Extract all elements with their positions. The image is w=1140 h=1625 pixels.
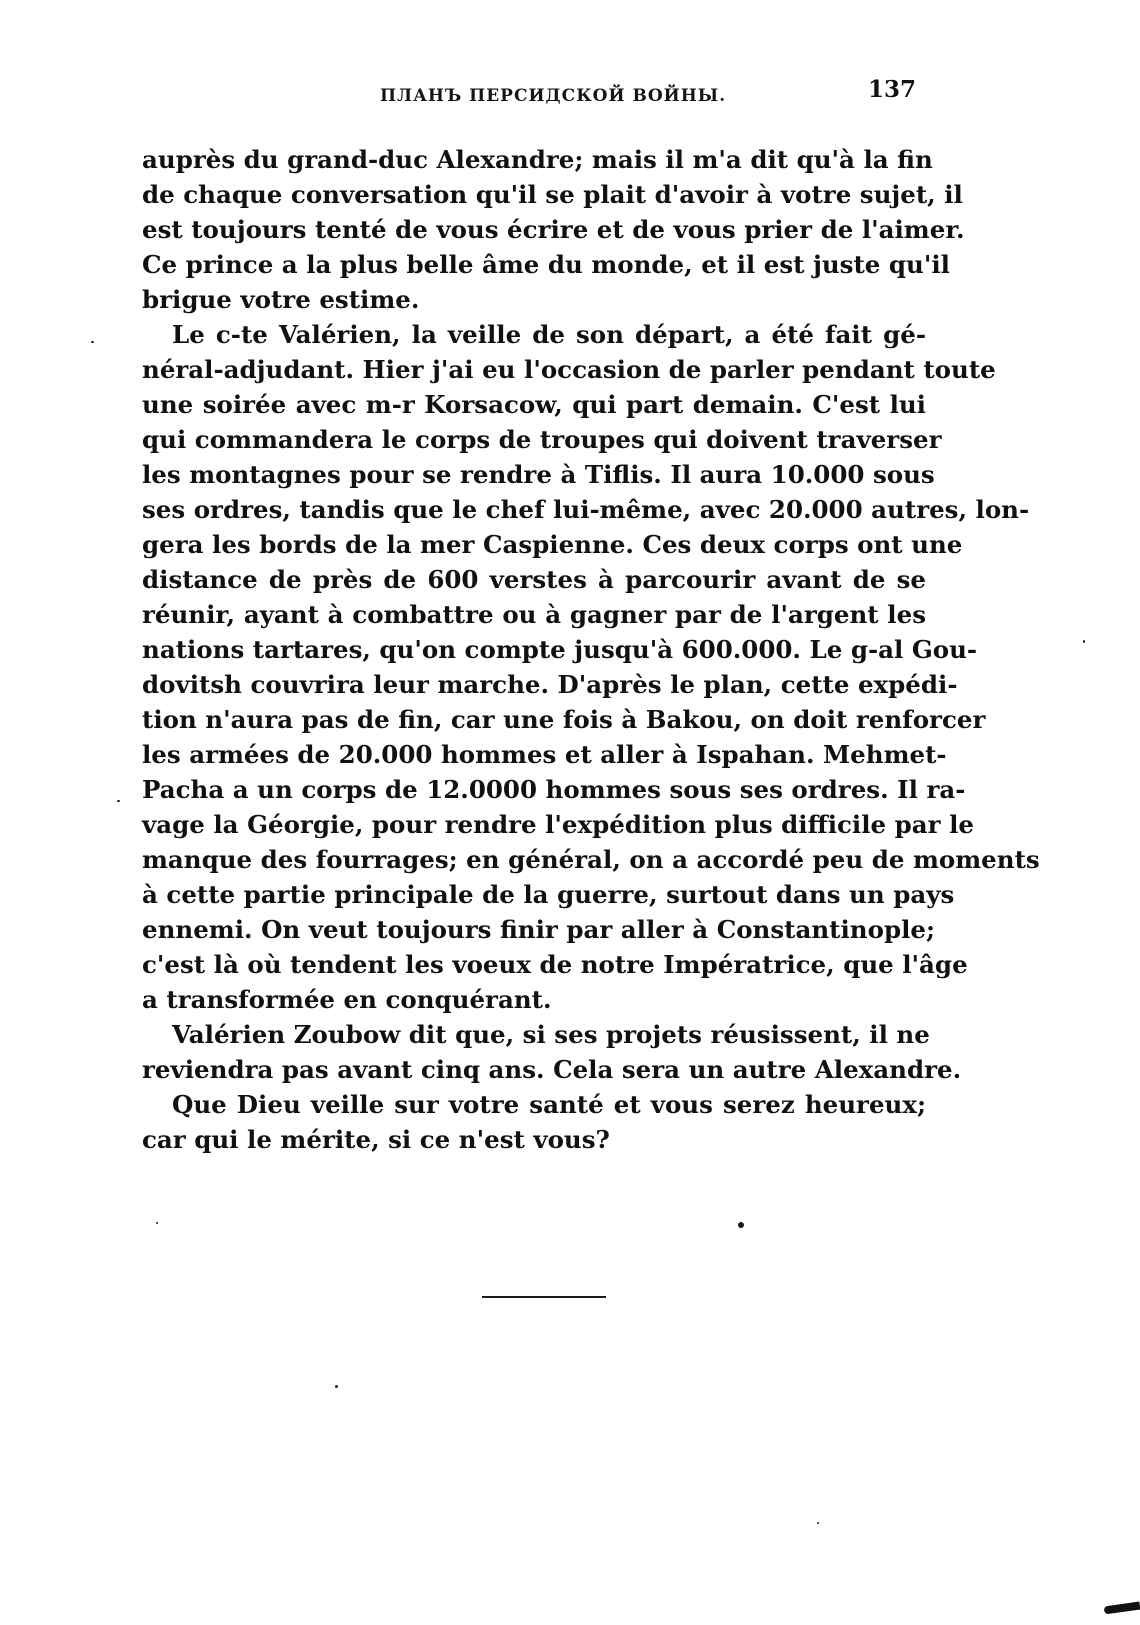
end-rule [482, 1296, 606, 1298]
text-line: Que Dieu veille sur votre santé et vous serez heureux; [172, 1090, 926, 1119]
text-line: tion n'aura pas de fin, car une fois à Bakou, on doit renforcer [142, 705, 986, 734]
corner-smudge [1104, 1602, 1140, 1615]
text-line: car qui le mérite, si ce n'est vous? [142, 1125, 610, 1154]
text-line: ses ordres, tandis que le chef lui-même, avec 20.000 autres, lon- [142, 495, 1030, 524]
text-line: Valérien Zoubow dit que, si ses projets réusissent, il ne [172, 1020, 930, 1049]
running-head: ПЛАНЪ ПЕРСИДСКОЙ ВОЙНЫ. [380, 86, 727, 106]
text-line: a transformée en conquérant. [142, 985, 552, 1014]
text-line: Pacha a un corps de 12.0000 hommes sous ses ordres. Il ra- [142, 775, 966, 804]
text-line: vage la Géorgie, pour rendre l'expédition plus difficile par le [142, 810, 974, 839]
text-line: est toujours tenté de vous écrire et de vous prier de l'aimer. [142, 215, 965, 244]
ink-speck [117, 800, 120, 802]
text-line: gera les bords de la mer Caspienne. Ces deux corps ont une [142, 530, 963, 559]
text-line: Le c-te Valérien, la veille de son départ, a été fait gé- [172, 320, 926, 349]
text-line: une soirée avec m-r Korsacow, qui part demain. C'est lui [142, 390, 926, 419]
text-line: Ce prince a la plus belle âme du monde, et il est juste qu'il [142, 250, 950, 279]
ink-speck [156, 1222, 158, 1224]
text-line: distance de près de 600 verstes à parcourir avant de se [142, 565, 926, 594]
text-line: auprès du grand-duc Alexandre; mais il m'a dit qu'à la fin [142, 145, 933, 174]
text-line: qui commandera le corps de troupes qui doivent traverser [142, 425, 942, 454]
text-line: à cette partie principale de la guerre, surtout dans un pays [142, 880, 955, 909]
ink-speck [738, 1222, 744, 1228]
text-line: néral-adjudant. Hier j'ai eu l'occasion de parler pendant toute [142, 355, 996, 384]
ink-speck [335, 1385, 338, 1388]
ink-speck [91, 341, 94, 343]
text-line: nations tartares, qu'on compte jusqu'à 600.000. Le g-al Gou- [142, 635, 978, 664]
text-line: manque des fourrages; en général, on a accordé peu de moments [142, 845, 1040, 874]
text-line: les armées de 20.000 hommes et aller à Ispahan. Mehmet- [142, 740, 947, 769]
text-line: de chaque conversation qu'il se plait d'avoir à votre sujet, il [142, 180, 963, 209]
ink-speck [1083, 640, 1085, 643]
page-number: 137 [868, 76, 917, 103]
body-text [142, 142, 1040, 1157]
text-line: brigue votre estime. [142, 285, 420, 314]
text-line: les montagnes pour se rendre à Tiflis. Il aura 10.000 sous [142, 460, 935, 489]
text-line: reviendra pas avant cinq ans. Cela sera un autre Alexandre. [142, 1055, 962, 1084]
text-line: réunir, ayant à combattre ou à gagner par de l'argent les [142, 600, 926, 629]
text-line: c'est là où tendent les voeux de notre Impératrice, que l'âge [142, 950, 968, 979]
text-line: dovitsh couvrira leur marche. D'après le plan, cette expédi- [142, 670, 958, 699]
text-line: ennemi. On veut toujours finir par aller à Constantinople; [142, 915, 936, 944]
ink-speck [817, 1522, 819, 1524]
